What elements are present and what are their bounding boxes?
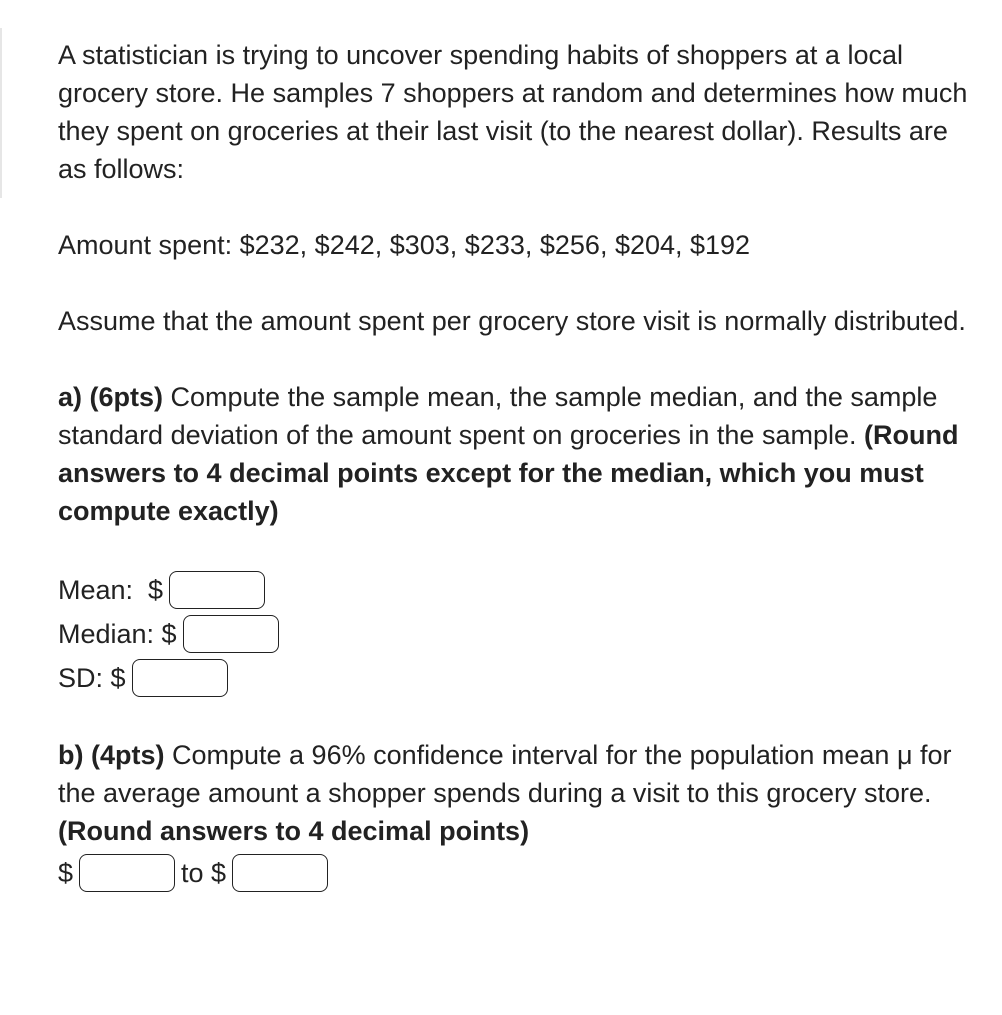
intro-paragraph: A statistician is trying to uncover spending habits of shoppers at a local grocery store. He samples 7 shoppers at random and determines how much they spent on groceries at their last visit (to the nearest dollar). Results are as follows: <box>58 40 968 184</box>
median-input[interactable] <box>183 615 279 653</box>
ci-lower-input[interactable] <box>79 854 175 892</box>
sd-row <box>58 656 978 700</box>
sd-input[interactable] <box>132 659 228 697</box>
mean-label: Mean: $ <box>58 575 164 605</box>
part-a-answers <box>58 568 978 700</box>
mean-row <box>58 568 978 612</box>
ci-to-label: to $ <box>181 858 227 888</box>
part-a-label: a) (6pts) <box>58 382 164 412</box>
ci-upper-input[interactable] <box>232 854 328 892</box>
part-a-instruction: (Round answers to 4 decimal points except for the median, which you must compute exactly) <box>58 420 959 526</box>
part-b-label: b) (4pts) <box>58 740 165 770</box>
confidence-interval-row <box>58 851 978 895</box>
sd-label: SD: $ <box>58 663 126 693</box>
mean-input[interactable] <box>169 571 265 609</box>
question-body <box>58 36 978 895</box>
median-row <box>58 612 978 656</box>
left-edge-divider <box>0 28 2 198</box>
median-label: Median: $ <box>58 619 177 649</box>
part-b-prompt <box>58 736 978 850</box>
ci-lower-prefix: $ <box>58 858 74 888</box>
data-line: Amount spent: $232, $242, $303, $233, $256, $204, $192 <box>58 230 751 260</box>
part-a-text: Compute the sample mean, the sample median, and the sample standard deviation of the amount spent on groceries in the sample. <box>58 382 938 450</box>
part-b-text: Compute a 96% confidence interval for the population mean μ for the average amount a shopper spends during a visit to this grocery store. <box>58 740 952 808</box>
assumption-paragraph: Assume that the amount spent per grocery store visit is normally distributed. <box>58 306 966 336</box>
part-b-instruction: (Round answers to 4 decimal points) <box>58 816 530 846</box>
part-a-prompt <box>58 378 978 530</box>
